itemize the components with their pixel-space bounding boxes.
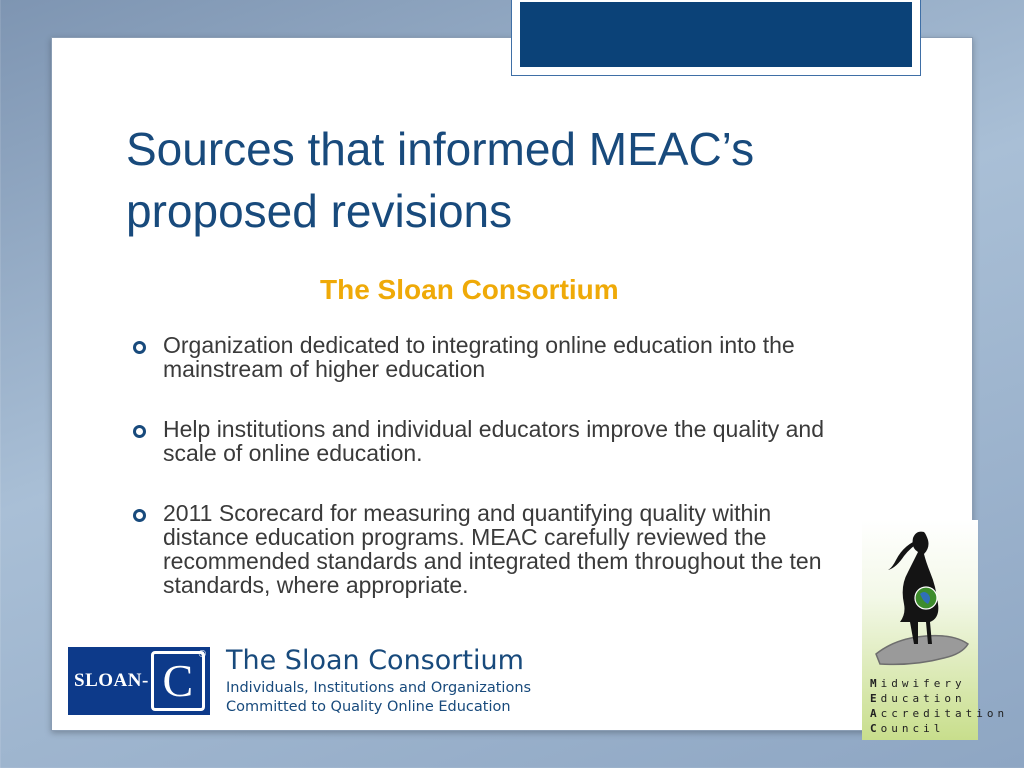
meac-initial: A [870,707,881,720]
bullet-marker-icon [133,509,146,522]
sloan-c-letter: C [162,655,194,706]
sloan-consortium-logo [68,646,531,716]
sloan-logo-tagline-2: Committed to Quality Online Education [226,699,511,715]
sloan-logo-tagline-1: Individuals, Institutions and Organizations [226,680,532,696]
bullet-item [130,417,860,465]
meac-midwife-figure-icon [866,526,974,676]
sloan-logo-name: The Sloan Consortium [226,645,524,676]
title-accent-bar-fill [520,2,912,67]
meac-line [870,676,1008,691]
meac-line [870,691,1008,706]
bullet-list [130,333,860,633]
sloan-logo-text [226,645,531,717]
bullet-marker-icon [133,341,146,354]
meac-logo [862,520,1009,740]
meac-initial: M [870,677,881,690]
title-accent-bar [511,0,921,76]
bullet-item [130,501,860,597]
meac-logo-text [870,676,1008,736]
meac-line [870,706,1008,721]
meac-line [870,721,1008,736]
registered-mark: ® [198,649,206,660]
slide-subtitle: The Sloan Consortium [320,274,619,305]
bullet-item [130,333,860,381]
meac-word: ducation [880,692,966,705]
meac-initial: E [870,692,881,705]
bullet-text: Organization dedicated to integrating online education into the mainstream of higher education [163,332,795,382]
bullet-text: 2011 Scorecard for measuring and quantifying quality within distance education programs. MEAC carefully reviewed the recommended standards and integrated them throughout the ten standards, where appropriate. [163,500,822,598]
meac-initial: C [870,722,881,735]
meac-word: ccreditation [880,707,1009,720]
bullet-text: Help institutions and individual educators improve the quality and scale of online education. [163,416,825,466]
slide-title: Sources that informed MEAC’s proposed revisions [126,123,755,237]
meac-word: ouncil [880,722,945,735]
sloan-box-text: SLOAN- [74,670,149,691]
sloan-c-ring [151,651,205,711]
bullet-marker-icon [133,425,146,438]
meac-word: idwifery [880,677,966,690]
sloan-c-logo-mark [68,647,210,715]
